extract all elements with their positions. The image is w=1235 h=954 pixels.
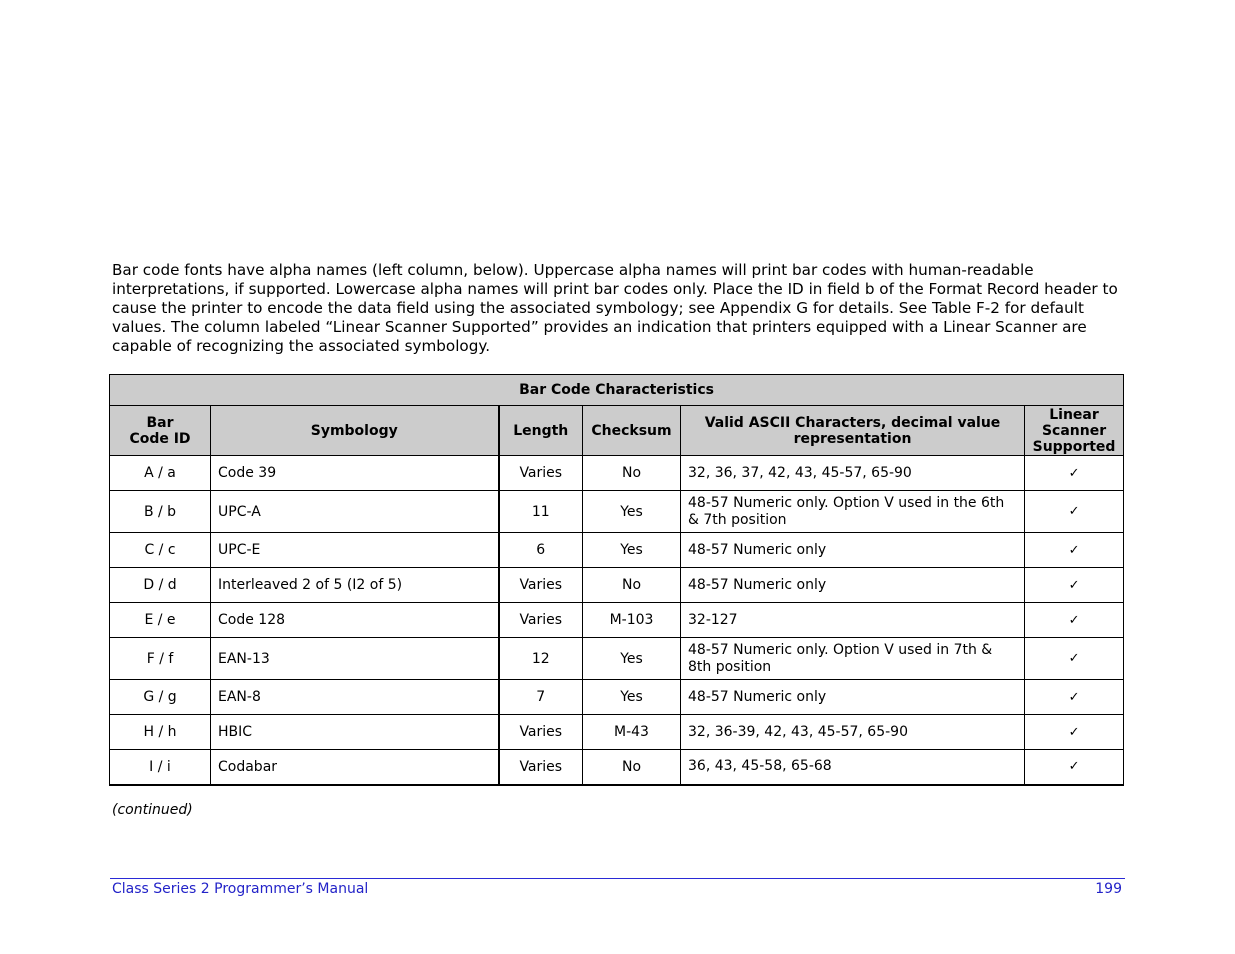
bar-code-id-cell: E / e (110, 603, 211, 638)
table-row (110, 568, 1124, 603)
length-cell: Varies (499, 568, 583, 603)
column-header-checksum: Checksum (583, 406, 681, 456)
length-cell: Varies (499, 715, 583, 750)
bar-code-id-cell: D / d (110, 568, 211, 603)
column-header-valid-ascii-line2: representation (793, 430, 912, 447)
length-cell: 6 (499, 533, 583, 568)
column-header-bar-code-id-line1: Bar (146, 414, 174, 431)
checksum-cell: Yes (583, 680, 681, 715)
checksum-cell: No (583, 568, 681, 603)
table-row (110, 456, 1124, 491)
bar-code-characteristics-table (109, 374, 1124, 786)
length-cell: Varies (499, 750, 583, 785)
table-row (110, 533, 1124, 568)
symbology-cell: EAN-13 (211, 638, 499, 680)
bar-code-id-cell: B / b (110, 491, 211, 533)
bar-code-id-cell: A / a (110, 456, 211, 491)
valid-ascii-cell: 48-57 Numeric only. Option V used in the 6th & 7th position (681, 491, 1025, 533)
table-row (110, 491, 1124, 533)
checkmark-icon: ✓ (1025, 750, 1124, 785)
checkmark-icon: ✓ (1025, 680, 1124, 715)
checkmark-icon: ✓ (1025, 568, 1124, 603)
length-cell: 7 (499, 680, 583, 715)
column-header-bar-code-id (110, 406, 211, 456)
valid-ascii-cell: 48-57 Numeric only (681, 568, 1025, 603)
column-header-linear-scanner (1025, 406, 1124, 456)
valid-ascii-cell: 32, 36, 37, 42, 43, 45-57, 65-90 (681, 456, 1025, 491)
symbology-cell: Interleaved 2 of 5 (I2 of 5) (211, 568, 499, 603)
checksum-cell: M-43 (583, 715, 681, 750)
column-header-linear-scanner-line3: Supported (1032, 438, 1116, 455)
valid-ascii-cell: 48-57 Numeric only (681, 533, 1025, 568)
footer-page-number: 199 (1095, 881, 1122, 897)
intro-paragraph: Bar code fonts have alpha names (left column, below). Uppercase alpha names will print bar codes with human-readable interpretations, if supported. Lowercase alpha names will print bar codes only. Place the ID in field b of the Format Record header to cause the printer to encode the data field using the associated symbology; see Appendix G for details. See Table F-2 for default values. The column labeled “Linear Scanner Supported” provides an indication that printers equipped with a Linear Scanner are capable of recognizing the associated symbology. (112, 261, 1118, 356)
bar-code-id-cell: G / g (110, 680, 211, 715)
checksum-cell: Yes (583, 491, 681, 533)
symbology-cell: UPC-E (211, 533, 499, 568)
footer-manual-title: Class Series 2 Programmer’s Manual (112, 881, 369, 897)
checksum-cell: No (583, 750, 681, 785)
bar-code-id-cell: I / i (110, 750, 211, 785)
symbology-cell: Codabar (211, 750, 499, 785)
column-header-valid-ascii (681, 406, 1025, 456)
checkmark-icon: ✓ (1025, 715, 1124, 750)
column-header-linear-scanner-line2: Scanner (1041, 422, 1107, 439)
symbology-cell: EAN-8 (211, 680, 499, 715)
checksum-cell: M-103 (583, 603, 681, 638)
checksum-cell: Yes (583, 533, 681, 568)
checkmark-icon: ✓ (1025, 456, 1124, 491)
length-cell: Varies (499, 456, 583, 491)
column-header-linear-scanner-line1: Linear (1049, 406, 1099, 423)
column-header-valid-ascii-line1: Valid ASCII Characters, decimal value (704, 414, 1001, 431)
column-header-symbology: Symbology (211, 406, 499, 456)
symbology-cell: Code 39 (211, 456, 499, 491)
checkmark-icon: ✓ (1025, 638, 1124, 680)
table-row (110, 680, 1124, 715)
symbology-cell: UPC-A (211, 491, 499, 533)
table-row (110, 638, 1124, 680)
checkmark-icon: ✓ (1025, 491, 1124, 533)
table-row (110, 750, 1124, 785)
table-row (110, 715, 1124, 750)
checksum-cell: No (583, 456, 681, 491)
continued-note: (continued) (112, 802, 193, 818)
bar-code-id-cell: F / f (110, 638, 211, 680)
symbology-cell: Code 128 (211, 603, 499, 638)
valid-ascii-cell: 32-127 (681, 603, 1025, 638)
length-cell: Varies (499, 603, 583, 638)
valid-ascii-cell: 36, 43, 45-58, 65-68 (681, 750, 1025, 785)
footer-divider (110, 878, 1125, 879)
table-caption: Bar Code Characteristics (110, 375, 1124, 406)
length-cell: 11 (499, 491, 583, 533)
column-header-bar-code-id-line2: Code ID (129, 430, 191, 447)
checkmark-icon: ✓ (1025, 603, 1124, 638)
valid-ascii-cell: 48-57 Numeric only. Option V used in 7th & 8th position (681, 638, 1025, 680)
valid-ascii-cell: 48-57 Numeric only (681, 680, 1025, 715)
bar-code-id-cell: H / h (110, 715, 211, 750)
checksum-cell: Yes (583, 638, 681, 680)
valid-ascii-cell: 32, 36-39, 42, 43, 45-57, 65-90 (681, 715, 1025, 750)
table-row (110, 603, 1124, 638)
column-header-length: Length (499, 406, 583, 456)
symbology-cell: HBIC (211, 715, 499, 750)
checkmark-icon: ✓ (1025, 533, 1124, 568)
length-cell: 12 (499, 638, 583, 680)
bar-code-id-cell: C / c (110, 533, 211, 568)
